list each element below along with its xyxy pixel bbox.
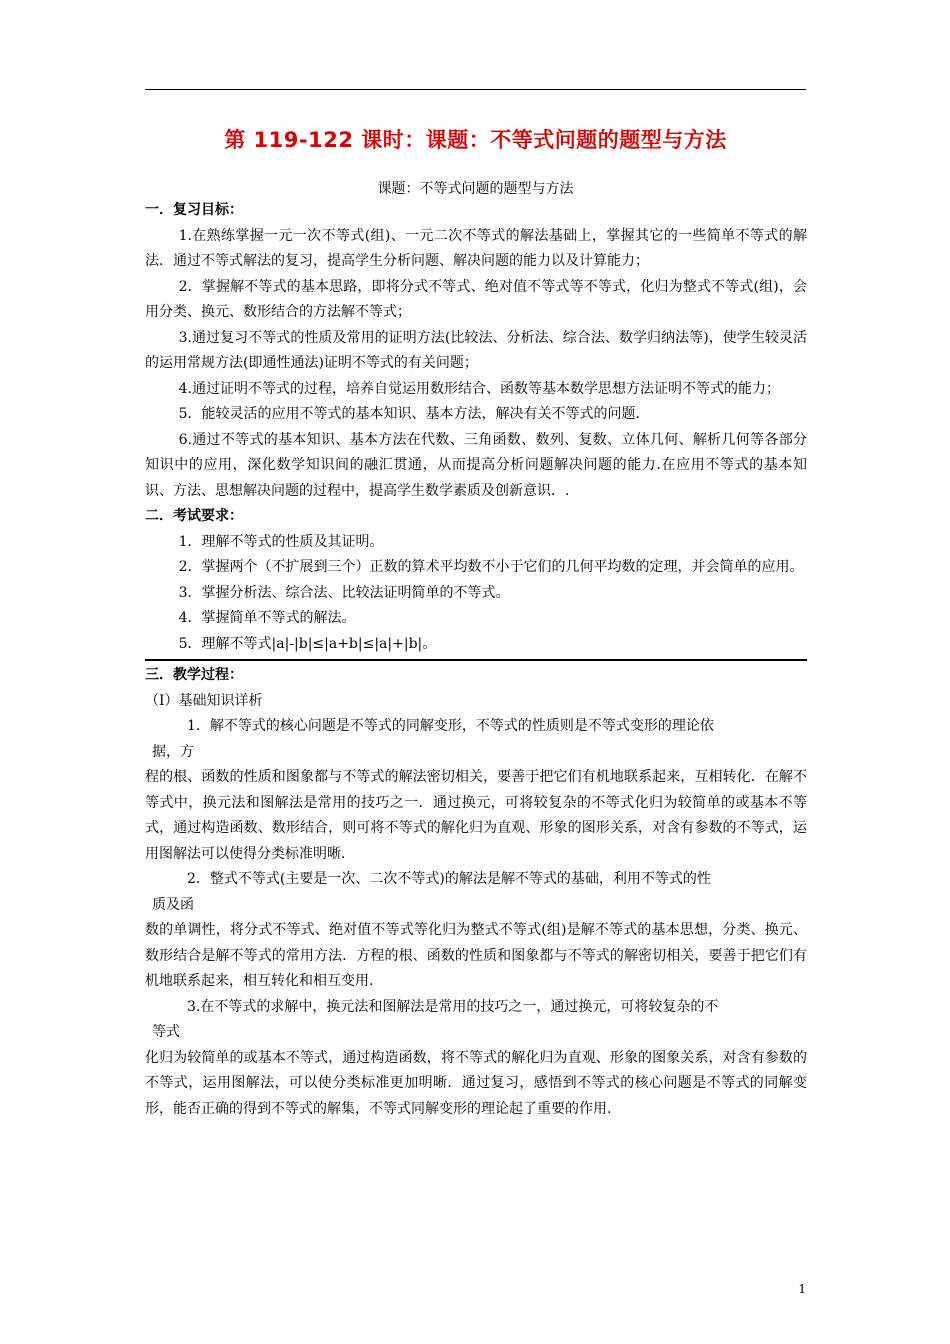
review-goal-item: 6.通过不等式的基本知识、基本方法在代数、三角函数、数列、复数、立体几何、解析几何等各部分知识中的应用，深化数学知识间的融汇贯通，从而提高分析问题解决问题的能力.在应用不等式的基本知识、方法、思想解决问题的过程中，提高学生数学素质及创新意识．. — [145, 431, 807, 499]
paragraph-2-wrap: 质及函 — [152, 896, 194, 913]
page-number: 1 — [798, 1282, 806, 1296]
review-goal-item: 3.通过复习不等式的性质及常用的证明方法(比较法、分析法、综合法、数学归纳法等)，使学生较灵活的运用常规方法(即通性通法)证明不等式的有关问题； — [145, 329, 807, 371]
review-goal-item: 4.通过证明不等式的过程，培养自觉运用数形结合、函数等基本数学思想方法证明不等式的能力； — [178, 380, 780, 397]
paragraph-3-body: 化归为较简单的或基本不等式，通过构造函数，将不等式的解化归为直观、形象的图象关系，对含有参数的不等式，运用图解法，可以使分类标准更加明晰．通过复习，感悟到不等式的核心问题是不等式的同解变形，能否正确的得到不等式的解集，不等式同解变形的理论起了重要的作用. — [145, 1049, 807, 1117]
paragraph-2-body: 数的单调性，将分式不等式、绝对值不等式等化归为整式不等式(组)是解不等式的基本思想，分类、换元、数形结合是解不等式的常用方法．方程的根、函数的性质和图象都与不等式的解密切相关，要善于把它们有机地联系起来，相互转化和相互变用. — [145, 922, 807, 989]
exam-requirement-item: 2．掌握两个（不扩展到三个）正数的算术平均数不小于它们的几何平均数的定理，并会简单的应用。 — [178, 559, 804, 575]
subsection-heading-basics: （Ⅰ）基础知识详析 — [145, 692, 263, 709]
paragraph-1-first-line: 1．解不等式的核心问题是不等式的同解变形，不等式的性质则是不等式变形的理论依 — [187, 718, 714, 734]
header-rule — [145, 89, 806, 90]
exam-requirement-item: 4．掌握简单不等式的解法。 — [178, 610, 356, 626]
section-divider — [145, 659, 807, 661]
section-heading-exam-requirements: 二．考试要求： — [145, 508, 243, 524]
review-goal-item: 2．掌握解不等式的基本思路，即将分式不等式、绝对值不等式等不等式，化归为整式不等式(组)，会用分类、换元、数形结合的方法解不等式； — [145, 278, 807, 320]
review-goal-item: 1.在熟练掌握一元一次不等式(组)、一元二次不等式的解法基础上，掌握其它的一些简单不等式的解法．通过不等式解法的复习，提高学生分析问题、解决问题的能力以及计算能力； — [145, 227, 807, 269]
paragraph-1-wrap: 据，方 — [152, 743, 194, 760]
exam-requirement-item: 3．掌握分析法、综合法、比较法证明简单的不等式。 — [178, 584, 510, 601]
paragraph-2-first-line: 2．整式不等式(主要是一次、二次不等式)的解法是解不等式的基础，利用不等式的性 — [187, 871, 711, 887]
section-heading-review-goals: 一．复习目标： — [145, 202, 243, 218]
page-title: 第 119-122 课时：课题：不等式问题的题型与方法 — [224, 128, 727, 152]
section-heading-teaching-process: 三．教学过程： — [145, 667, 243, 683]
paragraph-3-wrap: 等式 — [152, 1024, 180, 1040]
review-goal-item: 5．能较灵活的应用不等式的基本知识、基本方法，解决有关不等式的问题. — [178, 406, 640, 422]
exam-requirement-item: 5．理解不等式|a|-|b|≤|a+b|≤|a|+|b|。 — [178, 635, 437, 652]
page-subtitle: 课题：不等式问题的题型与方法 — [377, 181, 574, 197]
paragraph-1-body: 程的根、函数的性质和图象都与不等式的解法密切相关，要善于把它们有机地联系起来，互相转化．在解不等式中，换元法和图解法是常用的技巧之一．通过换元，可将较复杂的不等式化归为较简单的或基本不等式，通过构造函数、数形结合，则可将不等式的解化归为直观、形象的图形关系，对含有参数的不等式，运用图解法可以使得分类标准明晰. — [145, 769, 807, 862]
paragraph-3-first-line: 3.在不等式的求解中，换元法和图解法是常用的技巧之一，通过换元，可将较复杂的不 — [187, 998, 719, 1015]
exam-requirement-item: 1．理解不等式的性质及其证明。 — [178, 533, 384, 550]
document-body — [145, 198, 807, 1122]
